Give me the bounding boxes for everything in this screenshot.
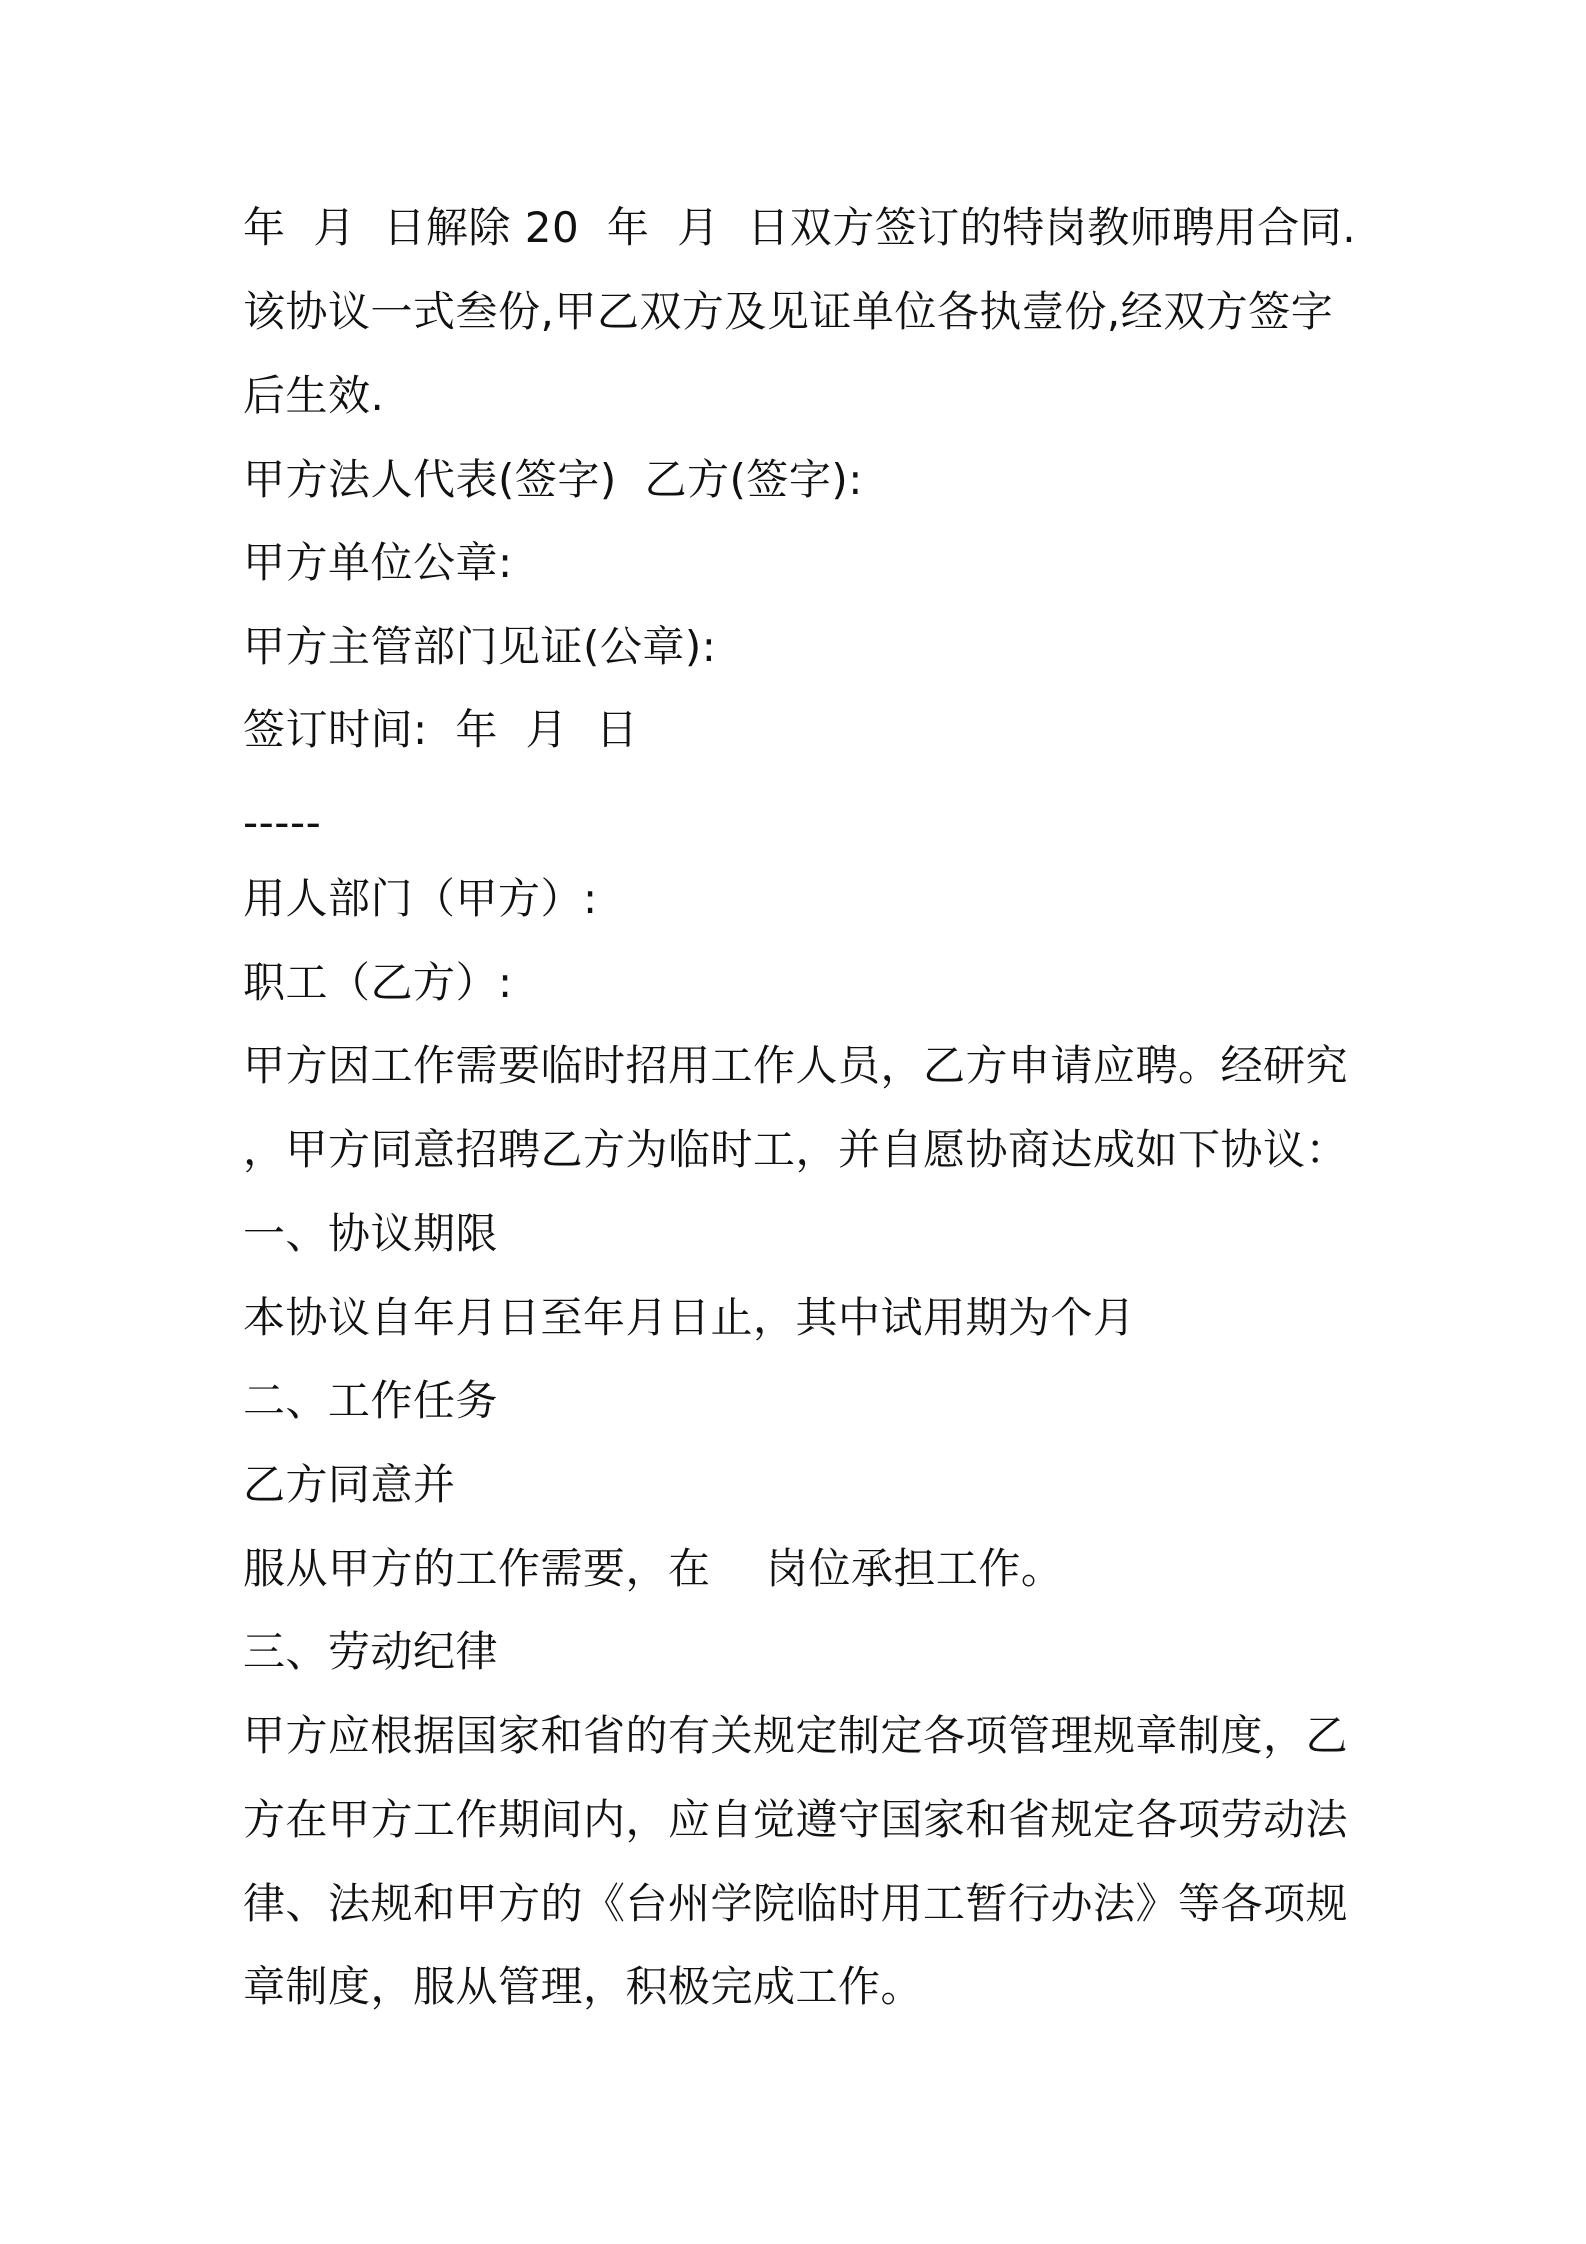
text-line: 用人部门（甲方）: [243,874,598,923]
section-heading: 二、工作任务 [243,1376,499,1425]
text-line: 该协议一式叁份,甲乙双方及见证单位各执壹份,经双方签字 [243,287,1334,336]
text-line: 甲方应根据国家和省的有关规定制定各项管理规章制度，乙 [243,1711,1349,1760]
section-heading: 一、协议期限 [243,1209,499,1258]
text-line: 职工（乙方）: [243,958,513,1007]
text-line: 年 月 日解除 20 年 月 日双方签订的特岗教师聘用合同. [243,203,1357,252]
text-line: ，甲方同意招聘乙方为临时工，并自愿协商达成如下协议： [243,1125,1349,1174]
text-line: 甲方法人代表(签字) 乙方(签字): [243,455,863,504]
text-line: 后生效. [243,371,385,420]
text-line: 方在甲方工作期间内，应自觉遵守国家和省规定各项劳动法 [243,1795,1349,1844]
text-line: 乙方同意并 [243,1460,456,1509]
divider-text: ----- [243,798,322,847]
section-heading: 三、劳动纪律 [243,1627,499,1676]
text-line: 甲方主管部门见证(公章): [243,622,717,671]
text-line: 律、法规和甲方的《台州学院临时用工暂行办法》等各项规 [243,1879,1349,1928]
text-line: 甲方单位公章: [243,538,513,587]
text-line: 服从甲方的工作需要，在 岗位承担工作。 [243,1544,1064,1593]
text-line: 本协议自年月日至年月日止，其中试用期为个月 [243,1293,1136,1342]
text-line: 甲方因工作需要临时招用工作人员，乙方申请应聘。经研究 [243,1041,1349,1090]
text-line: 章制度，服从管理，积极完成工作。 [243,1962,924,2011]
text-line: 签订时间: 年 月 日 [243,705,639,754]
